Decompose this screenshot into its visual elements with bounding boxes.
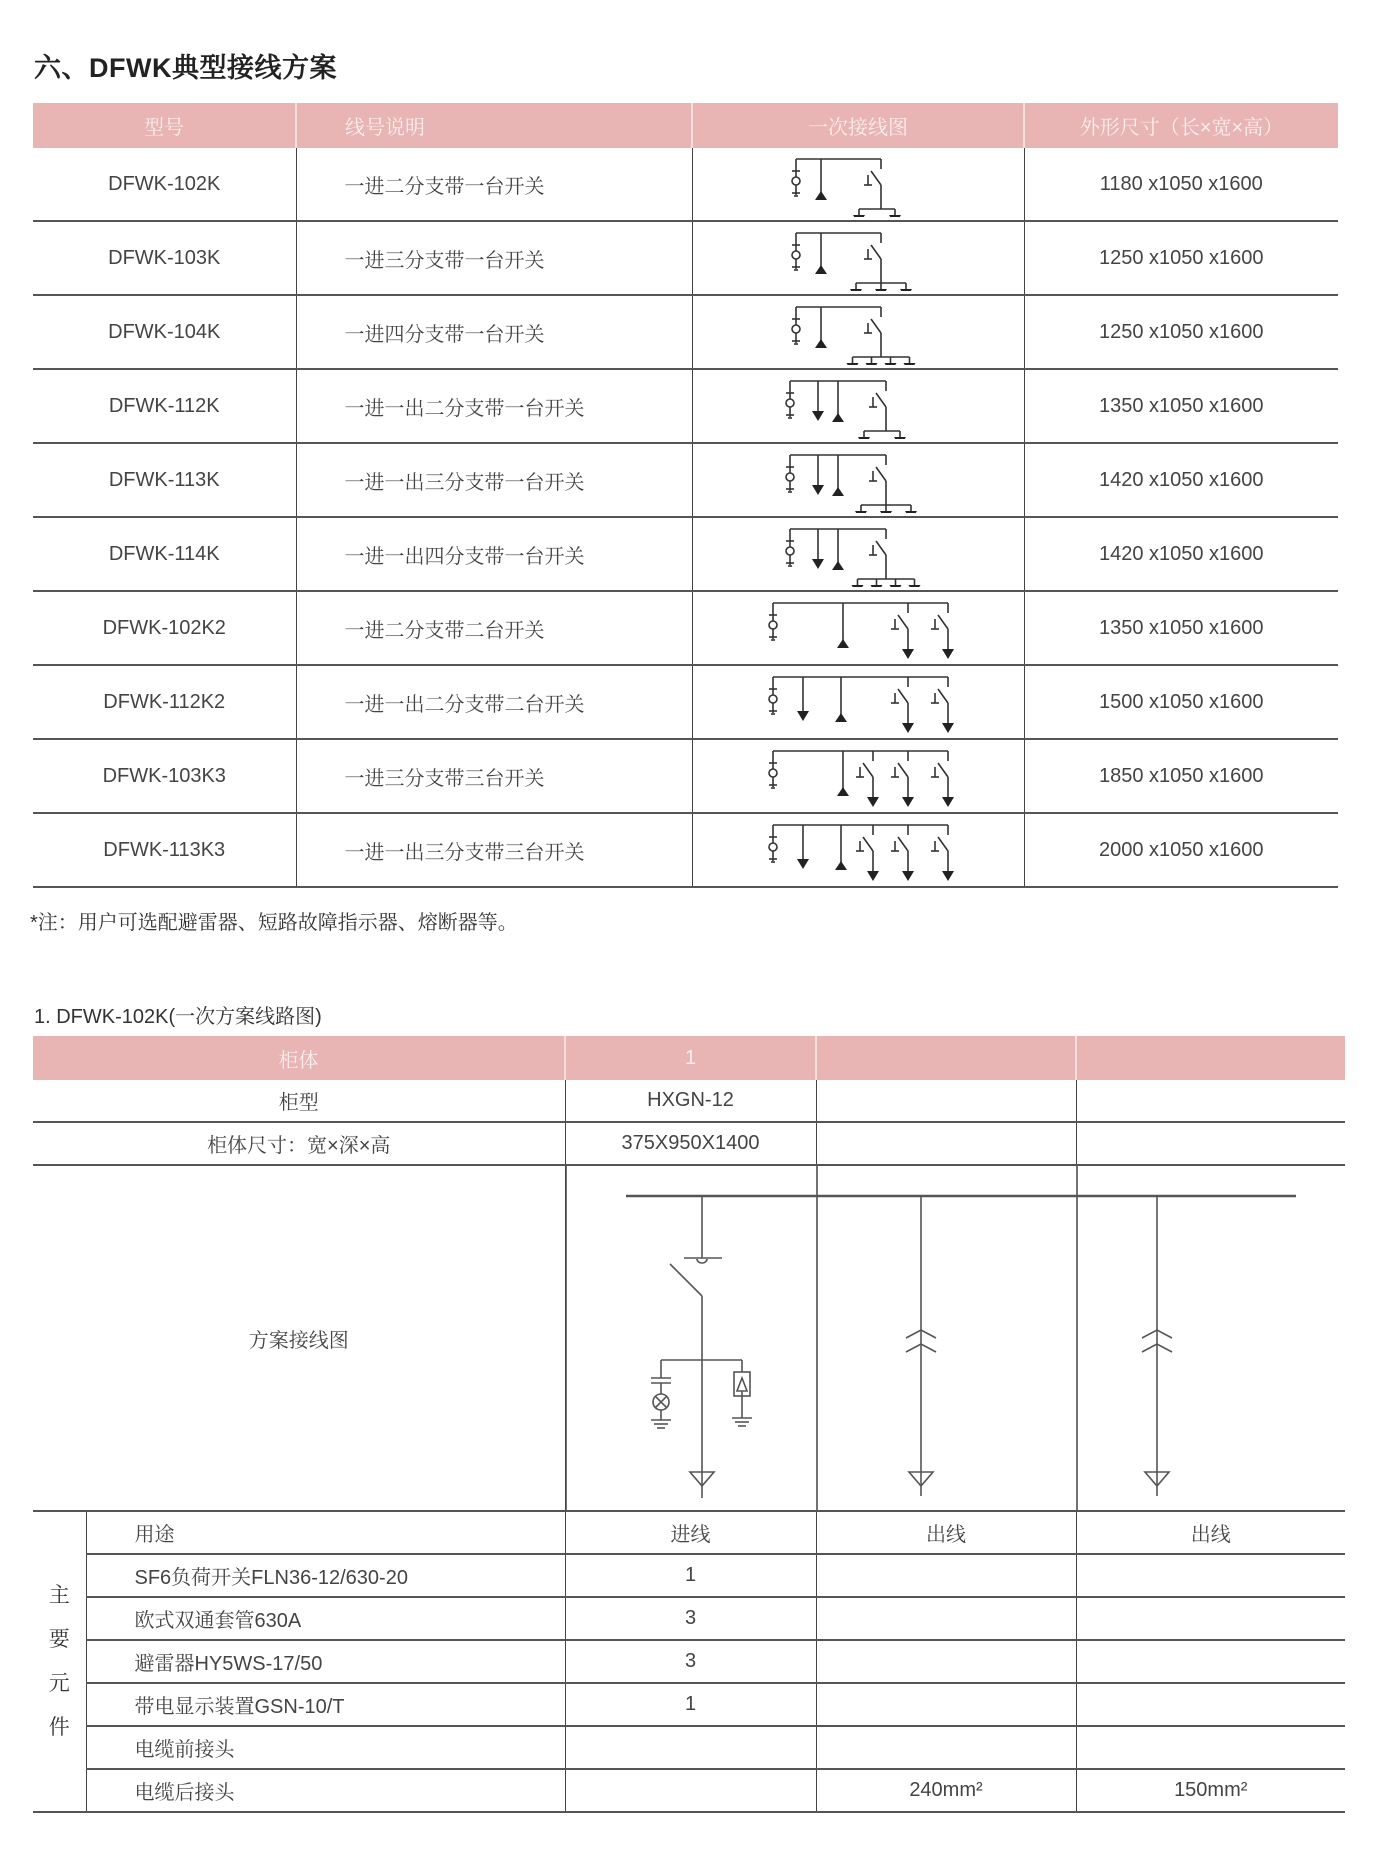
component-value xyxy=(816,1640,1076,1683)
scheme-row xyxy=(33,443,1338,517)
group-label-char: 主 xyxy=(48,1583,70,1607)
row-cabinet-size xyxy=(33,1122,1345,1165)
scheme-row xyxy=(33,295,1338,369)
switch-icon xyxy=(898,615,908,629)
switch-icon xyxy=(938,837,948,851)
size-cell: 1250 x1050 x1600 xyxy=(1024,295,1338,369)
cable-arrow-icon xyxy=(902,797,914,807)
size-cell: 1850 x1050 x1600 xyxy=(1024,739,1338,813)
indicator-icon xyxy=(792,251,800,259)
diagram-cell xyxy=(692,295,1024,369)
indicator-icon xyxy=(786,473,794,481)
switch-icon xyxy=(871,171,881,185)
detail-table xyxy=(33,1036,1345,1813)
switch-icon xyxy=(938,615,948,629)
cabinet-type-1: HXGN-12 xyxy=(565,1080,816,1122)
cable-arrow-icon xyxy=(797,711,809,721)
scheme-row xyxy=(33,813,1338,887)
model-cell: DFWK-104K xyxy=(33,295,296,369)
cable-arrow-icon xyxy=(846,363,858,365)
indicator-icon xyxy=(786,399,794,407)
model-cell: DFWK-102K xyxy=(33,148,296,221)
description-cell: 一进一出三分支带三台开关 xyxy=(296,813,692,887)
ground-terminal-icon xyxy=(832,487,844,496)
label-diagram: 方案接线图 xyxy=(33,1165,565,1511)
detail-table-header xyxy=(33,1036,1345,1080)
size-cell: 1350 x1050 x1600 xyxy=(1024,369,1338,443)
component-value: 进线 xyxy=(565,1511,816,1554)
cable-arrow-icon xyxy=(812,559,824,569)
cabinet-size-3 xyxy=(1076,1122,1345,1165)
group-label-char: 要 xyxy=(48,1627,70,1651)
component-name: 欧式双通套管630A xyxy=(86,1597,565,1640)
cable-arrow-icon xyxy=(889,585,901,587)
component-name: 电缆前接头 xyxy=(86,1726,565,1769)
cabinet-type-3 xyxy=(1076,1080,1345,1122)
single-line-diagram xyxy=(693,743,1025,809)
diagram-cell xyxy=(692,443,1024,517)
component-row xyxy=(33,1726,1345,1769)
row-cabinet-type xyxy=(33,1080,1345,1122)
header-model: 型号 xyxy=(33,103,296,148)
single-line-diagram xyxy=(693,447,1025,513)
cable-arrow-icon xyxy=(900,289,912,291)
component-value xyxy=(816,1597,1076,1640)
size-cell: 2000 x1050 x1600 xyxy=(1024,813,1338,887)
ground-terminal-icon xyxy=(835,861,847,870)
scheme-row xyxy=(33,591,1338,665)
group-label xyxy=(33,1511,86,1812)
switch-icon xyxy=(876,467,886,481)
scheme-table xyxy=(33,103,1338,888)
scheme-row xyxy=(33,665,1338,739)
cable-arrow-icon xyxy=(851,585,863,587)
component-name: 用途 xyxy=(86,1511,565,1554)
ground-terminal-icon xyxy=(837,787,849,796)
ground-terminal-icon xyxy=(815,339,827,348)
switch-icon xyxy=(898,837,908,851)
single-line-diagram xyxy=(693,373,1025,439)
model-cell: DFWK-112K xyxy=(33,369,296,443)
outgoing-feeder-2 xyxy=(1142,1196,1172,1496)
cable-arrow-icon xyxy=(942,871,954,881)
scheme-row xyxy=(33,739,1338,813)
switch-icon xyxy=(863,837,873,851)
cable-arrow-icon xyxy=(865,363,877,365)
component-row xyxy=(33,1769,1345,1812)
description-cell: 一进二分支带二台开关 xyxy=(296,591,692,665)
description-cell: 一进三分支带一台开关 xyxy=(296,221,692,295)
ground-terminal-icon xyxy=(837,639,849,648)
size-cell: 1420 x1050 x1600 xyxy=(1024,443,1338,517)
switch-icon xyxy=(863,763,873,777)
diagram-cell xyxy=(692,369,1024,443)
indicator-icon xyxy=(792,325,800,333)
description-cell: 一进四分支带一台开关 xyxy=(296,295,692,369)
label-cabinet-type: 柜型 xyxy=(33,1080,565,1122)
description-cell: 一进三分支带三台开关 xyxy=(296,739,692,813)
cable-arrow-icon xyxy=(797,859,809,869)
description-cell: 一进一出三分支带一台开关 xyxy=(296,443,692,517)
load-switch-icon xyxy=(670,1264,702,1296)
model-cell: DFWK-103K xyxy=(33,221,296,295)
indicator-icon xyxy=(786,547,794,555)
wiring-diagram-cell xyxy=(565,1165,1345,1511)
component-value xyxy=(1076,1597,1345,1640)
diagram-cell xyxy=(692,591,1024,665)
diagram-cell xyxy=(692,221,1024,295)
model-cell: DFWK-112K2 xyxy=(33,665,296,739)
scheme-row xyxy=(33,369,1338,443)
single-line-diagram xyxy=(693,299,1025,365)
cable-arrow-icon xyxy=(880,511,892,513)
incoming-feeder xyxy=(651,1196,752,1498)
scheme-row xyxy=(33,517,1338,591)
component-value xyxy=(816,1683,1076,1726)
component-value xyxy=(565,1769,816,1812)
indicator-icon xyxy=(769,695,777,703)
component-value xyxy=(1076,1769,1345,1812)
group-label-char: 件 xyxy=(48,1715,70,1739)
ground-terminal-icon xyxy=(832,413,844,422)
component-row xyxy=(33,1511,1345,1554)
component-value: 1 xyxy=(565,1683,816,1726)
component-row xyxy=(33,1554,1345,1597)
component-name: 电缆后接头 xyxy=(86,1769,565,1812)
ground-terminal-icon xyxy=(815,191,827,200)
single-line-diagram xyxy=(693,521,1025,587)
component-name: 避雷器HY5WS-17/50 xyxy=(86,1640,565,1683)
component-value xyxy=(816,1769,1076,1812)
indicator-icon xyxy=(769,621,777,629)
component-row xyxy=(33,1597,1345,1640)
cable-arrow-icon xyxy=(942,649,954,659)
component-value xyxy=(816,1726,1076,1769)
component-value: 出线 xyxy=(1076,1511,1345,1554)
cabinet-size-1: 375X950X1400 xyxy=(565,1122,816,1165)
component-row xyxy=(33,1640,1345,1683)
ground-terminal-icon xyxy=(835,713,847,722)
ground-terminal-icon xyxy=(832,561,844,570)
cable-arrow-icon xyxy=(884,363,896,365)
value-text: 150mm² xyxy=(1174,1779,1248,1801)
description-cell: 一进一出二分支带一台开关 xyxy=(296,369,692,443)
header-size: 外形尺寸（长×宽×高） xyxy=(1024,103,1338,148)
cabinet-size-2 xyxy=(816,1122,1076,1165)
group-label-char: 元 xyxy=(48,1671,70,1695)
scheme-row xyxy=(33,148,1338,221)
section-subtitle: 1. DFWK-102K(一次方案线路图) xyxy=(34,1006,322,1028)
size-cell: 1250 x1050 x1600 xyxy=(1024,221,1338,295)
cable-arrow-icon xyxy=(902,871,914,881)
scheme-table-header xyxy=(33,103,1338,148)
switch-icon xyxy=(898,689,908,703)
cable-arrow-icon xyxy=(855,511,867,513)
component-value: 出线 xyxy=(816,1511,1076,1554)
single-line-diagram xyxy=(693,669,1025,735)
size-cell: 1500 x1050 x1600 xyxy=(1024,665,1338,739)
cable-arrow-icon xyxy=(875,289,887,291)
cable-arrow-icon xyxy=(889,215,901,217)
component-value xyxy=(1076,1683,1345,1726)
size-cell: 1420 x1050 x1600 xyxy=(1024,517,1338,591)
cable-arrow-icon xyxy=(867,797,879,807)
size-cell: 1350 x1050 x1600 xyxy=(1024,591,1338,665)
single-line-diagram xyxy=(693,151,1025,217)
component-value xyxy=(565,1726,816,1769)
cabinet-type-2 xyxy=(816,1080,1076,1122)
page-title: 六、DFWK典型接线方案 xyxy=(34,53,337,83)
cable-arrow-icon xyxy=(908,585,920,587)
component-value xyxy=(1076,1726,1345,1769)
model-cell: DFWK-113K xyxy=(33,443,296,517)
scheme-row xyxy=(33,221,1338,295)
switch-icon xyxy=(871,245,881,259)
size-cell: 1180 x1050 x1600 xyxy=(1024,148,1338,221)
indicator-icon xyxy=(769,843,777,851)
single-line-diagram xyxy=(693,595,1025,661)
cable-arrow-icon xyxy=(894,437,906,439)
header-cabinet: 柜体 xyxy=(33,1036,565,1080)
cable-arrow-icon xyxy=(870,585,882,587)
description-cell: 一进一出二分支带二台开关 xyxy=(296,665,692,739)
model-cell: DFWK-114K xyxy=(33,517,296,591)
component-name: 带电显示装置GSN-10/T xyxy=(86,1683,565,1726)
component-value: 3 xyxy=(565,1640,816,1683)
label-cabinet-size: 柜体尺寸：宽×深×高 xyxy=(33,1122,565,1165)
switch-icon xyxy=(938,763,948,777)
header-col-3 xyxy=(1076,1036,1345,1080)
cable-arrow-icon xyxy=(905,511,917,513)
value-text: 240mm² xyxy=(909,1779,983,1801)
single-line-diagram xyxy=(693,225,1025,291)
switch-icon xyxy=(871,319,881,333)
component-value: 3 xyxy=(565,1597,816,1640)
description-cell: 一进二分支带一台开关 xyxy=(296,148,692,221)
component-name: SF6负荷开关FLN36-12/630-20 xyxy=(86,1554,565,1597)
cable-arrow-icon xyxy=(853,215,865,217)
header-col-2 xyxy=(816,1036,1076,1080)
cable-arrow-icon xyxy=(850,289,862,291)
switch-icon xyxy=(898,763,908,777)
single-line-diagram xyxy=(693,817,1025,883)
component-row xyxy=(33,1683,1345,1726)
switch-icon xyxy=(876,541,886,555)
model-cell: DFWK-103K3 xyxy=(33,739,296,813)
cable-arrow-icon xyxy=(812,485,824,495)
diagram-cell xyxy=(692,148,1024,221)
component-value xyxy=(816,1554,1076,1597)
model-cell: DFWK-102K2 xyxy=(33,591,296,665)
header-col-1: 1 xyxy=(565,1036,816,1080)
diagram-cell xyxy=(692,813,1024,887)
description-cell: 一进一出四分支带一台开关 xyxy=(296,517,692,591)
diagram-cell xyxy=(692,739,1024,813)
component-value: 1 xyxy=(565,1554,816,1597)
ground-terminal-icon xyxy=(815,265,827,274)
indicator-icon xyxy=(769,769,777,777)
footnote: *注：用户可选配避雷器、短路故障指示器、熔断器等。 xyxy=(30,912,518,934)
component-value xyxy=(1076,1554,1345,1597)
cable-arrow-icon xyxy=(902,723,914,733)
indicator-icon xyxy=(792,177,800,185)
switch-icon xyxy=(938,689,948,703)
diagram-cell xyxy=(692,665,1024,739)
cable-arrow-icon xyxy=(942,797,954,807)
diagram-cell xyxy=(692,517,1024,591)
cable-arrow-icon xyxy=(858,437,870,439)
wiring-diagram xyxy=(566,1166,1346,1510)
cable-arrow-icon xyxy=(942,723,954,733)
cable-arrow-icon xyxy=(812,411,824,421)
cable-arrow-icon xyxy=(903,363,915,365)
header-diagram: 一次接线图 xyxy=(692,103,1024,148)
cable-arrow-icon xyxy=(902,649,914,659)
header-desc: 线号说明 xyxy=(296,103,692,148)
switch-icon xyxy=(876,393,886,407)
outgoing-feeder-1 xyxy=(906,1196,936,1496)
cable-arrow-icon xyxy=(867,871,879,881)
row-diagram xyxy=(33,1165,1345,1511)
component-value xyxy=(1076,1640,1345,1683)
model-cell: DFWK-113K3 xyxy=(33,813,296,887)
